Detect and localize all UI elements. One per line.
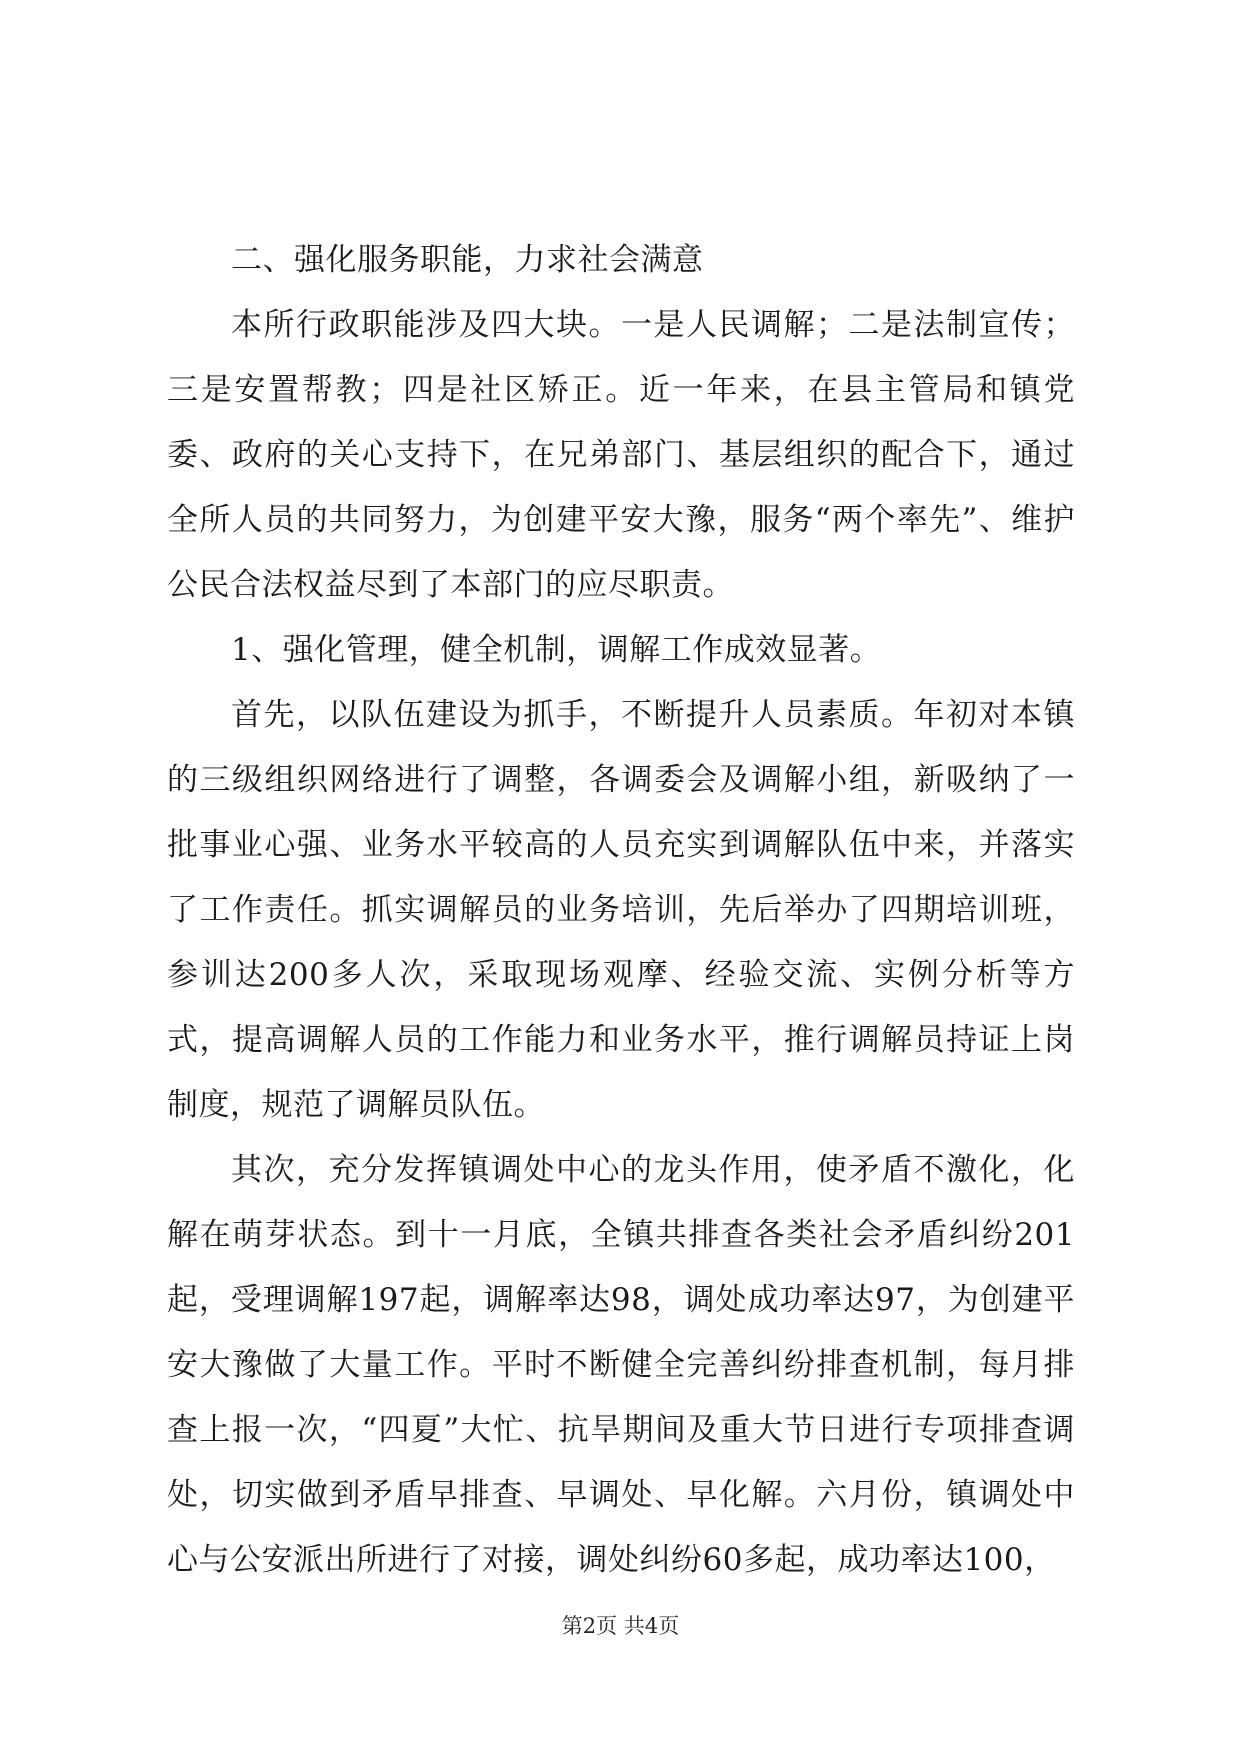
section-heading: 二、强化服务职能，力求社会满意 <box>231 242 704 278</box>
paragraph-team-building: 首先，以队伍建设为抓手，不断提升人员素质。年初对本镇的三级组织网络进行了调整，各调委会及调解小组，新吸纳了一批事业心强、业务水平较高的人员充实到调解队伍中来，并落实了工作责任。抓实调解员的业务培训，先后举办了四期培训班，参训达200多人次，采取现场观摩、经验交流、实例分析等方式，提高调解人员的工作能力和业务水平，推行调解员持证上岗制度，规范了调解员队伍。 <box>167 697 1075 1123</box>
paragraph-overview: 本所行政职能涉及四大块。一是人民调解；二是法制宣传；三是安置帮教；四是社区矫正。近一年来，在县主管局和镇党委、政府的关心支持下，在兄弟部门、基层组织的配合下，通过全所人员的共同努力，为创建平安大豫，服务“两个率先”、维护公民合法权益尽到了本部门的应尽职责。 <box>167 307 1075 603</box>
paragraph-mediation-center: 其次，充分发挥镇调处中心的龙头作用，使矛盾不激化，化解在萌芽状态。到十一月底，全镇共排查各类社会矛盾纠纷201起，受理调解197起，调解率达98，调处成功率达97，为创建平安大豫做了大量工作。平时不断健全完善纠纷排查机制，每月排查上报一次，“四夏”大忙、抗旱期间及重大节日进行专项排查调处，切实做到矛盾早排查、早调处、早化解。六月份，镇调处中心与公安派出所进行了对接，调处纠纷60多起，成功率达100， <box>167 1152 1075 1578</box>
document-body <box>167 228 1075 1593</box>
page-footer: 第2页 共4页 <box>561 1614 680 1638</box>
subsection-heading: 1、强化管理，健全机制，调解工作成效显著。 <box>231 632 882 668</box>
